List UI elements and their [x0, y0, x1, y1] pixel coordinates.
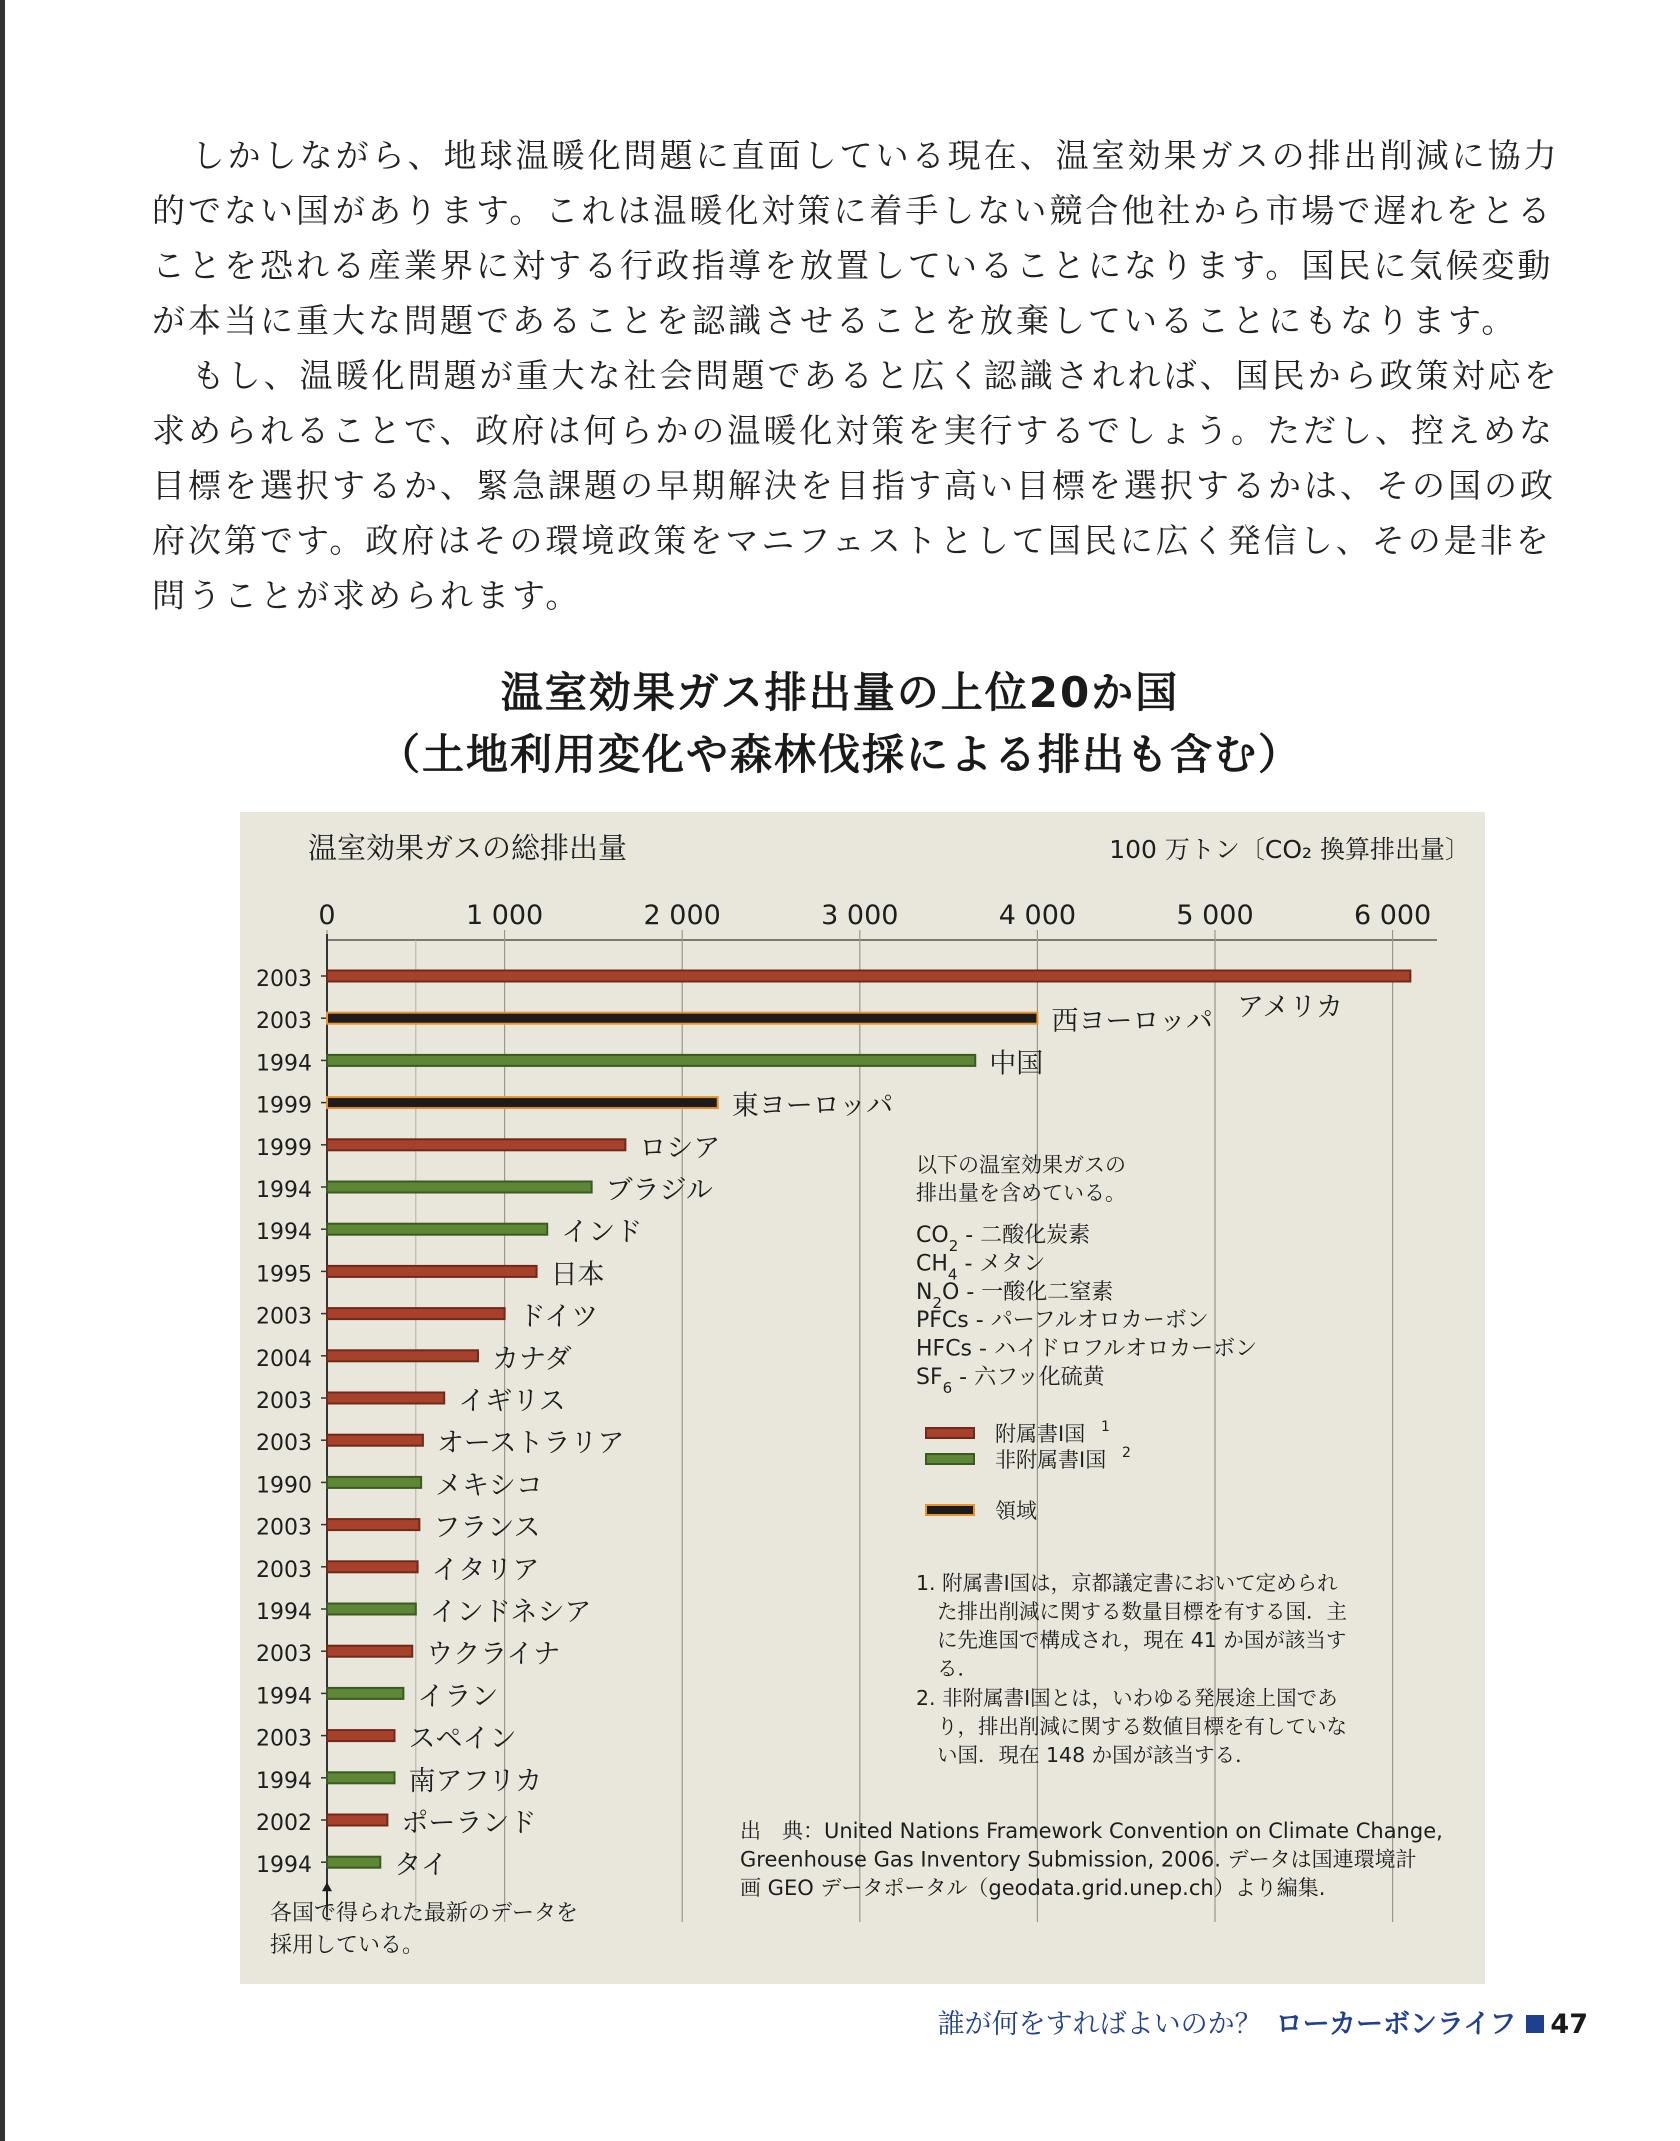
year-tick-label: 1999 — [256, 1093, 312, 1119]
bar — [327, 1224, 547, 1235]
bar — [327, 1604, 416, 1615]
footnote-line: 1. 附属書Ⅰ国は，京都議定書において定められ — [916, 1571, 1338, 1595]
gas-name: メタン — [979, 1251, 1046, 1277]
year-tick-label: 1994 — [256, 1600, 312, 1625]
year-tick-label: 2003 — [256, 967, 312, 992]
page-footer — [938, 2002, 1588, 2041]
bar — [327, 1646, 412, 1657]
bar-label: ロシア — [639, 1132, 721, 1164]
bar — [327, 1350, 478, 1361]
bar — [327, 1013, 1037, 1024]
gas-sub: 4 — [947, 1265, 958, 1284]
bar — [327, 1139, 625, 1150]
bar — [327, 1561, 418, 1572]
gas-list-header: 排出量を含めている。 — [916, 1181, 1126, 1205]
gas-item — [916, 1308, 1209, 1333]
gas-formula: SF — [916, 1365, 943, 1390]
bar — [327, 1772, 394, 1783]
footnote-line: い国．現在 148 か国が該当する． — [937, 1743, 1256, 1767]
bar-label: イギリス — [458, 1386, 566, 1417]
x-tick-label: 3 000 — [821, 900, 899, 931]
gas-name: パーフルオロカーボン — [990, 1308, 1209, 1334]
gas-item — [916, 1280, 1113, 1312]
legend-label: 非附属書Ⅰ国 — [995, 1448, 1107, 1472]
gas-sub: 2 — [948, 1237, 959, 1255]
x-tick-label: 5 000 — [1176, 900, 1254, 931]
bar-label: 中国 — [989, 1048, 1044, 1080]
chart-title: 温室効果ガス排出量の上位20か国 — [500, 668, 1180, 717]
year-note-arrowhead — [322, 1882, 332, 1891]
year-tick-label: 2003 — [256, 1431, 312, 1457]
page-edge-rule — [0, 0, 5, 2141]
bar — [327, 1182, 592, 1193]
gas-item — [916, 1365, 1106, 1397]
gas-separator: - — [957, 1251, 980, 1277]
year-tick-label: 1990 — [256, 1473, 312, 1499]
bar-label: フランス — [433, 1512, 541, 1544]
year-tick-label: 1994 — [256, 1178, 312, 1203]
bar-label: インド — [561, 1217, 643, 1249]
bar — [327, 1519, 419, 1530]
year-note: 採用している。 — [270, 1933, 425, 1958]
gas-sub: 2 — [932, 1293, 943, 1312]
gas-formula: CO — [916, 1223, 949, 1248]
bar-label: イタリア — [431, 1554, 540, 1586]
legend-label: 領域 — [995, 1499, 1037, 1523]
footnote-line: 2. 非附属書Ⅰ国とは，いわゆる発展途上国であ — [916, 1686, 1338, 1710]
bar-label: 南アフリカ — [408, 1765, 543, 1797]
gas-sub: 6 — [942, 1379, 953, 1397]
bar — [327, 1730, 394, 1741]
bar-label: インドネシア — [429, 1597, 592, 1628]
footer-question: 誰が何をすればよいのか？ — [937, 2009, 1262, 2040]
year-tick-label: 1994 — [256, 1768, 312, 1794]
bar-label: アメリカ — [1236, 992, 1344, 1023]
year-note: 各国で得られた最新のデータを — [270, 1901, 579, 1926]
bar-label: タイ — [394, 1850, 448, 1882]
gas-separator: - — [958, 1223, 981, 1248]
bar-label: イラン — [417, 1681, 499, 1713]
bar-label: 西ヨーロッパ — [1051, 1006, 1213, 1038]
bar-label: ブラジル — [605, 1175, 713, 1206]
bar-label: カナダ — [491, 1343, 572, 1375]
footer-book-title: ローカーボンライフ — [1275, 2009, 1517, 2040]
x-axis-label: 温室効果ガスの総排出量 — [308, 831, 628, 865]
year-tick-label: 1994 — [256, 1853, 312, 1879]
legend-sup: 1 — [1101, 1419, 1110, 1435]
bar — [327, 1477, 421, 1488]
year-tick-label: 2003 — [256, 1515, 312, 1541]
footer-square-icon — [1526, 2015, 1544, 2033]
source-line: 画 GEO データポータル（geodata.grid.unep.ch）より編集. — [740, 1876, 1326, 1900]
gas-item — [916, 1223, 1090, 1255]
gas-formula: PFCs — [916, 1308, 969, 1334]
bar-label: ドイツ — [518, 1301, 599, 1333]
bar — [327, 1393, 444, 1404]
gas-formula: HFCs — [916, 1336, 973, 1362]
body-paragraph-1: しかしながら、地球温暖化問題に直面している現在、温室効果ガスの排出削減に協力的でない国があります。これは温暖化対策に着手しない競合他社から市場で遅れをとることを恐れる産業界に対する行政指導を放置していることになります。国民に気候変動が本当に重大な問題であることを認識させることを放棄していることにもなります。 — [152, 136, 1560, 340]
x-tick-label: 0 — [318, 900, 336, 931]
year-tick-label: 1994 — [256, 1220, 312, 1246]
year-tick-label: 2003 — [256, 1009, 312, 1035]
legend-swatch — [926, 1428, 974, 1438]
footnote-line: た排出削減に関する数量目標を有する国．主 — [937, 1599, 1347, 1624]
bar — [327, 1688, 403, 1699]
source-line: Greenhouse Gas Inventory Submission, 2006. データは国連環境計 — [740, 1847, 1417, 1872]
x-tick-label: 1 000 — [465, 900, 544, 931]
chart-panel — [240, 812, 1485, 1984]
gas-item — [916, 1337, 1257, 1362]
year-tick-label: 2002 — [256, 1811, 312, 1836]
legend-label: 附属書Ⅰ国 — [995, 1422, 1086, 1446]
footnote-line: り，排出削減に関する数値目標を有していな — [937, 1714, 1347, 1739]
gas-formula: CH — [916, 1251, 948, 1277]
footnote-line: に先進国で構成され，現在 41 か国が該当す — [937, 1628, 1347, 1652]
source-line: 出 典：United Nations Framework Convention on Climate Change, — [740, 1819, 1443, 1843]
gas-item — [916, 1251, 1045, 1283]
legend-swatch — [926, 1505, 974, 1515]
gas-name: 二酸化炭素 — [980, 1223, 1091, 1248]
chart-subtitle: （土地利用変化や森林伐採による排出も含む） — [377, 730, 1302, 779]
bar-label: オーストラリア — [436, 1428, 625, 1460]
bar — [327, 1435, 423, 1446]
year-tick-label: 2003 — [256, 1304, 312, 1330]
year-tick-label: 1994 — [256, 1684, 312, 1710]
gas-name: 一酸化二窒素 — [981, 1279, 1114, 1305]
page-number: 47 — [1550, 2009, 1588, 2040]
bar — [327, 1097, 718, 1108]
year-tick-label: 2003 — [256, 1389, 312, 1414]
year-tick-label: 2003 — [256, 1726, 312, 1752]
year-tick-label: 1999 — [256, 1135, 312, 1161]
x-tick-label: 2 000 — [643, 900, 721, 931]
gas-name: ハイドロフルオロカーボン — [993, 1336, 1258, 1362]
gas-tail: O — [942, 1279, 960, 1305]
unit-label: 100 万トン〔CO₂ 換算排出量〕 — [1109, 835, 1470, 864]
bar-label: メキシコ — [435, 1470, 543, 1502]
gas-separator: - — [972, 1336, 994, 1362]
gas-list-header: 以下の温室効果ガスの — [916, 1153, 1126, 1177]
footnote-line: る． — [937, 1656, 978, 1681]
year-tick-label: 2003 — [256, 1557, 312, 1583]
bar-label: 日本 — [550, 1259, 605, 1291]
year-tick-label: 1995 — [256, 1262, 312, 1288]
bar-label: 東ヨーロッパ — [731, 1090, 894, 1122]
bar-label: スペイン — [408, 1723, 517, 1755]
bar — [327, 1055, 975, 1066]
year-tick-label: 2003 — [256, 1642, 312, 1668]
gas-name: 六フッ化硫黄 — [974, 1365, 1105, 1390]
gas-separator: - — [968, 1308, 991, 1334]
x-tick-label: 6 000 — [1353, 900, 1432, 931]
bar — [327, 1266, 537, 1277]
legend-swatch — [926, 1454, 974, 1464]
x-tick-label: 4 000 — [998, 900, 1077, 931]
gas-separator: - — [959, 1279, 982, 1305]
legend-sup: 2 — [1122, 1445, 1131, 1461]
body-paragraph-2: もし、温暖化問題が重大な社会問題であると広く認識されれば、国民から政策対応を求められることで、政府は何らかの温暖化対策を実行するでしょう。ただし、控えめな目標を選択するか、緊急課題の早期解決を目指す高い目標を選択するかは、その国の政府次第です。政府はその環境政策をマニフェストとして国民に広く発信し、その是非を問うことが求められます。 — [152, 356, 1560, 615]
bar — [327, 1857, 380, 1868]
gas-formula: N — [916, 1279, 933, 1305]
bar — [327, 1815, 387, 1826]
bar — [327, 1308, 505, 1319]
bar — [327, 971, 1410, 982]
emissions-bar-chart — [240, 812, 1485, 1984]
gas-separator: - — [952, 1365, 975, 1390]
year-tick-label: 1994 — [256, 1051, 312, 1077]
year-tick-label: 2004 — [256, 1346, 312, 1372]
bar-label: ポーランド — [401, 1808, 537, 1839]
bar-label: ウクライナ — [426, 1639, 561, 1671]
body-text — [152, 128, 1572, 623]
